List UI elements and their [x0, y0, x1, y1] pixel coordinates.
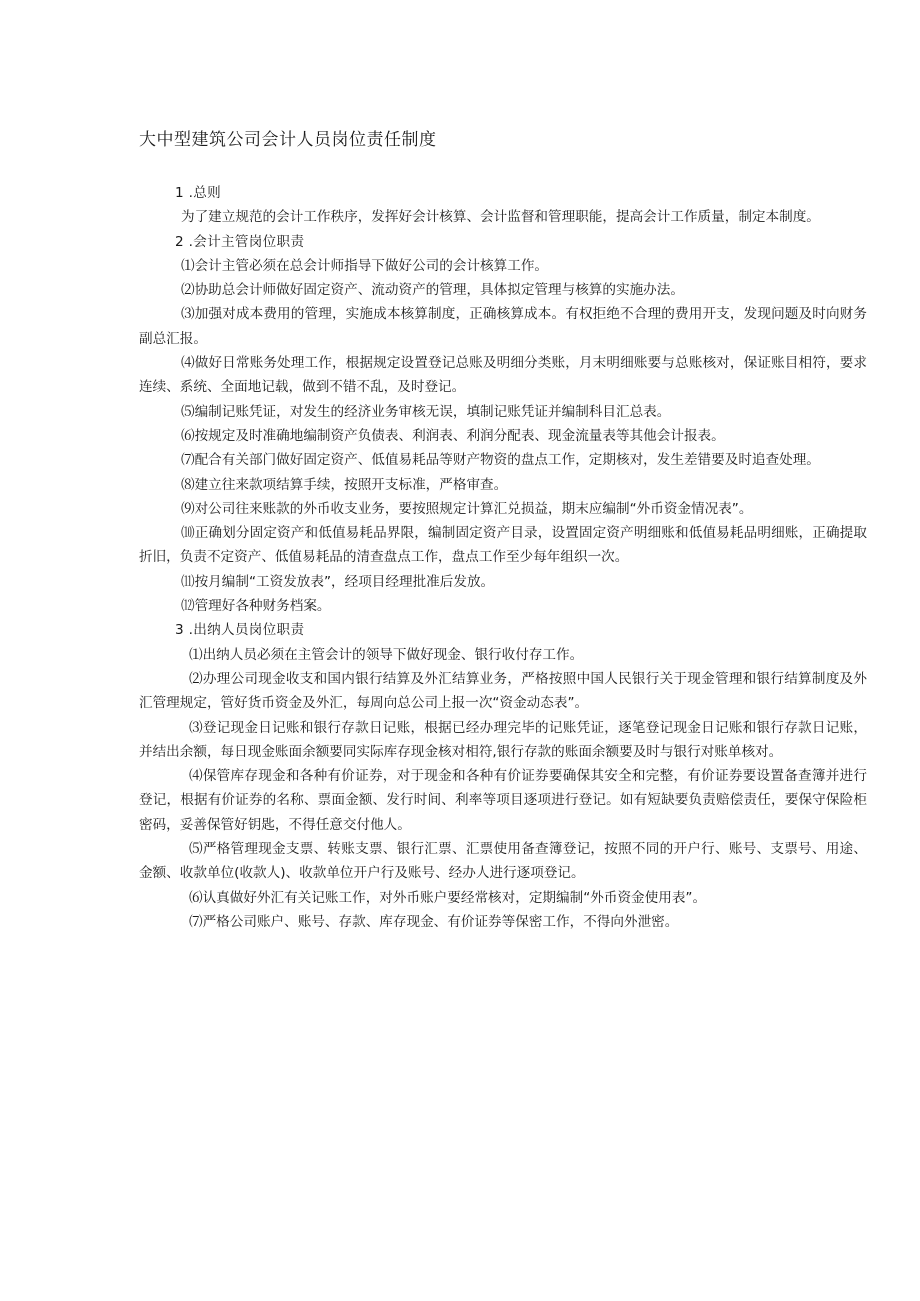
list-item: ⑴会计主管必须在总会计师指导下做好公司的会计核算工作。 [181, 257, 549, 274]
section-heading-general: 1 .总则 [175, 185, 221, 201]
list-item: ⑵办理公司现金收支和国内银行结算及外汇结算业务，严格按照中国人民银行关于现金管理和银行结算制度及外汇管理规定，管好货币资金及外汇，每周向总公司上报一次“资金动态表”。 [139, 670, 867, 712]
list-item: ⑺严格公司账户、账号、存款、库存现金、有价证券等保密工作，不得向外泄密。 [189, 913, 679, 930]
list-item: ⑶加强对成本费用的管理，实施成本核算制度，正确核算成本。有权拒绝不合理的费用开支，发现问题及时向财务副总汇报。 [139, 306, 867, 347]
list-item: ⑾按月编制“工资发放表”，经项目经理批准后发放。 [181, 573, 495, 590]
section-heading-chief-accountant: 2 .会计主管岗位职责 [175, 233, 305, 250]
list-item: ⑻建立往来款项结算手续，按照开支标准，严格审查。 [181, 476, 508, 493]
list-item: ⑼对公司往来账款的外币收支业务，要按照规定计算汇兑损益，期末应编制“外币资金情况表”。 [181, 500, 753, 517]
list-item: ⑺配合有关部门做好固定资产、低值易耗品等财产物资的盘点工作，定期核对，发生差错要及时追查处理。 [181, 452, 820, 469]
section-heading-cashier: 3 .出纳人员岗位职责 [175, 622, 305, 639]
document-title: 大中型建筑公司会计人员岗位责任制度 [139, 130, 437, 150]
paragraph: 为了建立规范的会计工作秩序，发挥好会计核算、会计监督和管理职能，提高会计工作质量，制定本制度。 [181, 209, 820, 226]
list-item: ⑶登记现金日记账和银行存款日记账，根据已经办理完毕的记账凭证，逐笔登记现金日记账和银行存款日记账，并结出余额，每日现金账面余额要同实际库存现金核对相符,银行存款的账面余额要及时与银行对账单核对。 [139, 719, 867, 760]
list-item: ⑴出纳人员必须在主管会计的领导下做好现金、银行收付存工作。 [189, 646, 584, 663]
list-item: ⑿管理好各种财务档案。 [181, 598, 331, 615]
list-item: ⑸严格管理现金支票、转账支票、银行汇票、汇票使用备查簿登记，按照不同的开户行、账号、支票号、用途、金额、收款单位(收款人)、收款单位开户行及账号、经办人进行逐项登记。 [139, 841, 867, 882]
list-item: ⑸编制记账凭证，对发生的经济业务审核无误，填制记账凭证并编制科目汇总表。 [181, 403, 671, 420]
list-item: ⑹认真做好外汇有关记账工作，对外币账户要经常核对，定期编制“外币资金使用表”。 [189, 889, 707, 906]
list-item: ⑷做好日常账务处理工作，根据规定设置登记总账及明细分类账，月末明细账要与总账核对，保证账目相符，要求连续、系统、全面地记载，做到不错不乱，及时登记。 [139, 355, 867, 396]
list-item: ⑷保管库存现金和各种有价证券，对于现金和各种有价证券要确保其安全和完整，有价证券要设置备查簿并进行登记，根据有价证券的名称、票面金额、发行时间、利率等项目逐项进行登记。如有短缺要负责赔偿责任，要保守保险柜密码，妥善保管好钥匙，不得任意交付他人。 [139, 768, 867, 833]
document-body [139, 181, 867, 934]
list-item: ⑽正确划分固定资产和低值易耗品界限，编制固定资产目录，设置固定资产明细账和低值易耗品明细账，正确提取折旧，负责不定资产、低值易耗品的清查盘点工作，盘点工作至少每年组织一次。 [139, 525, 867, 566]
list-item: ⑹按规定及时准确地编制资产负债表、利润表、利润分配表、现金流量表等其他会计报表。 [181, 427, 725, 444]
list-item: ⑵协助总会计师做好固定资产、流动资产的管理，具体拟定管理与核算的实施办法。 [181, 282, 684, 299]
